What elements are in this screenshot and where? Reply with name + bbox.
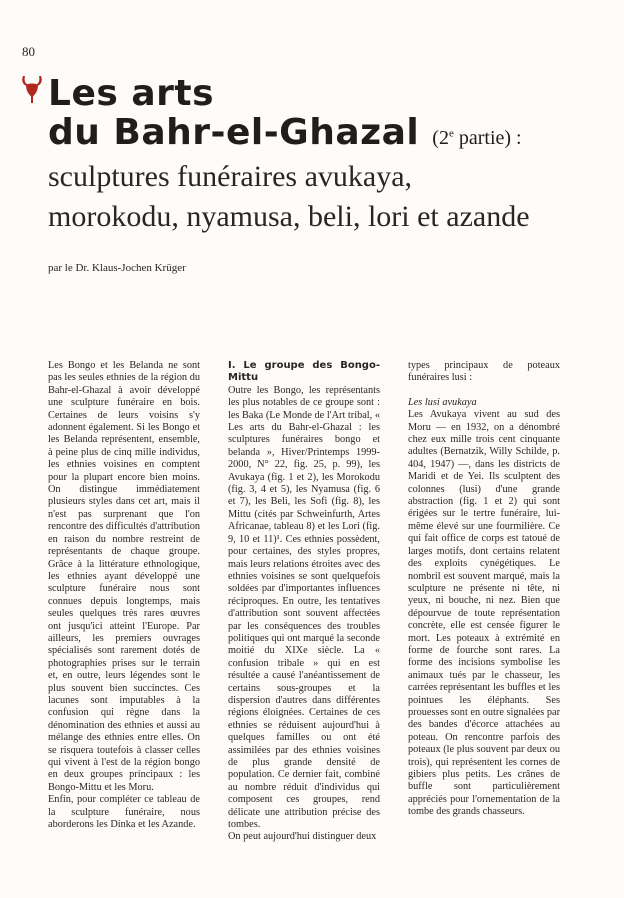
subtitle-line-1: sculptures funéraires avukaya, <box>48 160 413 193</box>
paragraph: Enfin, pour compléter ce tableau de la sculpture funéraire, nous aborderons les Dinka et les Azande. <box>48 794 200 831</box>
author-byline: par le Dr. Klaus-Jochen Krüger <box>48 262 186 274</box>
horned-mask-icon <box>20 74 44 104</box>
section-heading: I. Le groupe des Bongo-Mittu <box>228 360 380 384</box>
paragraph: Les Bongo et les Belanda ne sont pas les seules ethnies de la région du Bahr-el-Ghazal à avoir développé une sculpture funéraire en bois. Certaines de leurs voisins s'y adonnent également. Si les Bongo et les Belanda représentent, ensemble, à peine plus de cinq mille individus, les ethnies voisines en comptent pour la plupart encore bien moins. On distingue immédiatement plusieurs styles dans cet art, mais il n'est pas surprenant que l'on rencontre des difficultés d'attribution en raison du nombre restreint de représentants de chaque groupe. Grâce à la littérature ethnologique, les ethnies ayant développé une sculpture funéraire nous sont connues depuis longtemps, mais seules quelques très rares œuvres ont jusqu'ici atteint l'Europe. Par ailleurs, les premiers ouvrages spécialisés sont rarement dotés de photographies prises sur le terrain et, en outre, leurs légendes sont le plus souvent bien succinctes. Ces lacunes sont imputables à la confusion qui règne dans la dénomination des ethnies et aussi au mélange des ethnies entre elles. On se risquera toutefois à classer celles qui vivent à l'est de la région bongo en deux groupes principaux : les Bongo-Mittu et les Moru. <box>48 360 200 793</box>
paragraph: On peut aujourd'hui distinguer deux <box>228 831 377 843</box>
title-line-2 <box>48 112 522 153</box>
column-2 <box>228 360 380 844</box>
title-line-1: Les arts <box>48 73 214 114</box>
paragraph: Outre les Bongo, les représentants les plus notables de ce groupe sont : les Baka (Le Monde de l'Art tribal, « Les arts du Bahr-el-Ghazal : les sculptures funéraires bongo et belanda », Hiver/Printemps 1999-2000, N° 22, fig. 25, p. 99), les Avukaya (fig. 1 et 2), les Morokodu (fig. 3, 4 et 5), les Nyamusa (fig. 6 et 7), les Beli, les Sofi (fig. 8), les Mittu (cités par Schweinfurth, Artes Africanae, tableau 8) et les Lori (fig. 9, 10 et 11)¹. Ces ethnies possèdent, pour certaines, des styles propres, mais leurs relations étroites avec des ethnies voisines se sont quelquefois soldées par d'importantes influences réciproques. En outre, les tentatives d'attribution sont souvent affectées par les conséquences des troubles politiques qui ont marqué la seconde moitié du XIXe siècle. La « confusion tribale » qui en est résultée a causé l'anéantissement de certains sous-groupes et la dispersion d'autres dans différentes régions éloignées. Certaines de ces ethnies se réduisent aujourd'hui à quelques familles ou ont été assimilées par des ethnies voisines de plus grande densité de population. Ce dernier fait, combiné au nombre réduit d'individus qui composent ces groupes, rend délicate une attribution précise des tombes. <box>228 384 380 831</box>
title-part-label: (2e partie) : <box>432 127 522 149</box>
subsection-heading: Les lusi avukaya <box>408 396 477 408</box>
column-1 <box>48 360 200 831</box>
paragraph: Les Avukaya vivent au sud des Moru — en 1932, on a dénombré chez eux mille trois cent cinquante adultes (Bernatzik, Willy Schilde, p. 404, 1947) —, dans les districts de Maridi et de Yei. Ils sculptent des colonnes (lusi) d'une grande abstraction (fig. 1 et 2) qui sont érigées sur le tertre funéraire, lui-même élevé sur une fourmilière. Ce qui fait office de corps est tatoué de larges motifs, dont certains relatent des exploits cynégétiques. Le nombril est souvent marqué, mais la sculpture ne présente ni tête, ni yeux, ni bouche, ni nez. Bien que dépourvue de toute représentation concrète, elle est censée figurer le mort. Les poteaux à extrémité en forme de fourche sont rares. La forme des incisions symbolise les animaux tués par le chasseur, les carrées représentant les buffles et les pointues les éléphants. Ses prouesses sont en outre signalées par des bandes d'écorce attachées au poteau. On rencontre parfois des poteaux (le plus souvent par deux ou trois), qui représentent les cornes de gibiers plus petits. Les crânes de buffle sont particulièrement appréciés pour l'ornementation de la tombe des grands chasseurs. <box>408 409 560 818</box>
page-number: 80 <box>22 44 35 59</box>
paragraph: types principaux de poteaux funéraires lusi : <box>408 360 560 384</box>
title-line-2-text: du Bahr-el-Ghazal <box>48 112 420 153</box>
column-3 <box>408 360 560 819</box>
subtitle-line-2: morokodu, nyamusa, beli, lori et azande <box>48 200 530 233</box>
